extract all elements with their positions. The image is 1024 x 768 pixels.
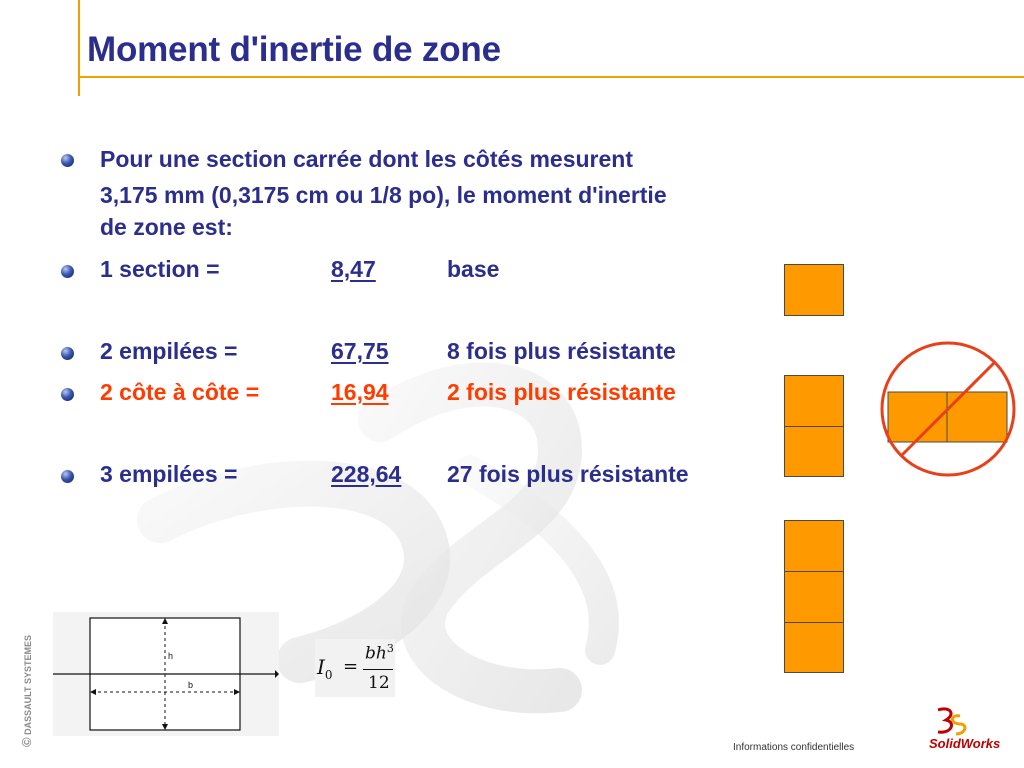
row-label: 3 empilées = [100, 461, 238, 487]
formula-lhs: $I_0$ [317, 655, 333, 682]
bullet-icon [61, 388, 74, 401]
block-divider [785, 571, 843, 572]
title-accent-vertical [78, 0, 80, 96]
row-description: 2 fois plus résistante [447, 379, 676, 405]
bullet-icon [61, 154, 74, 167]
bullet-icon [61, 347, 74, 360]
intro-line-3: de zone est: [100, 214, 233, 240]
bullet-icon [61, 265, 74, 278]
two-stacked-block [784, 375, 844, 477]
height-label: h [168, 651, 174, 661]
side-by-side-prohibited-icon [878, 339, 1018, 479]
formula-denominator: 12 [368, 673, 390, 693]
row-label: 2 empilées = [100, 338, 238, 364]
page-title: Moment d'inertie de zone [87, 30, 501, 69]
formula-equals: = [343, 656, 359, 677]
cross-section-diagram [53, 612, 279, 736]
solidworks-logo-text: SolidWorks [929, 736, 1001, 751]
bullet-icon [61, 470, 74, 483]
fraction-bar [363, 669, 393, 670]
block-divider [785, 426, 843, 427]
row-value: 16,94 [331, 379, 389, 405]
inertia-formula [315, 639, 395, 697]
title-accent-line [78, 76, 1024, 78]
row-description: 27 fois plus résistante [447, 461, 689, 487]
row-value: 228,64 [331, 461, 402, 487]
row-description: base [447, 256, 500, 282]
copyright-text: © DASSAULT SYSTEMES [19, 635, 34, 747]
formula-numerator: $bh^3$ [365, 642, 394, 664]
three-stacked-block [784, 520, 844, 673]
single-section-block [784, 264, 844, 316]
block-divider [785, 622, 843, 623]
footer-confidential: Informations confidentielles [733, 742, 855, 753]
base-label: b [188, 680, 194, 690]
row-label: 2 côte à côte = [100, 379, 260, 405]
intro-line-2: 3,175 mm (0,3175 cm ou 1/8 po), le moment d'inertie [100, 182, 667, 208]
row-value: 8,47 [331, 256, 376, 282]
row-description: 8 fois plus résistante [447, 338, 676, 364]
row-label: 1 section = [100, 256, 220, 282]
row-value: 67,75 [331, 338, 389, 364]
intro-line-1: Pour une section carrée dont les côtés mesurent [100, 146, 633, 172]
